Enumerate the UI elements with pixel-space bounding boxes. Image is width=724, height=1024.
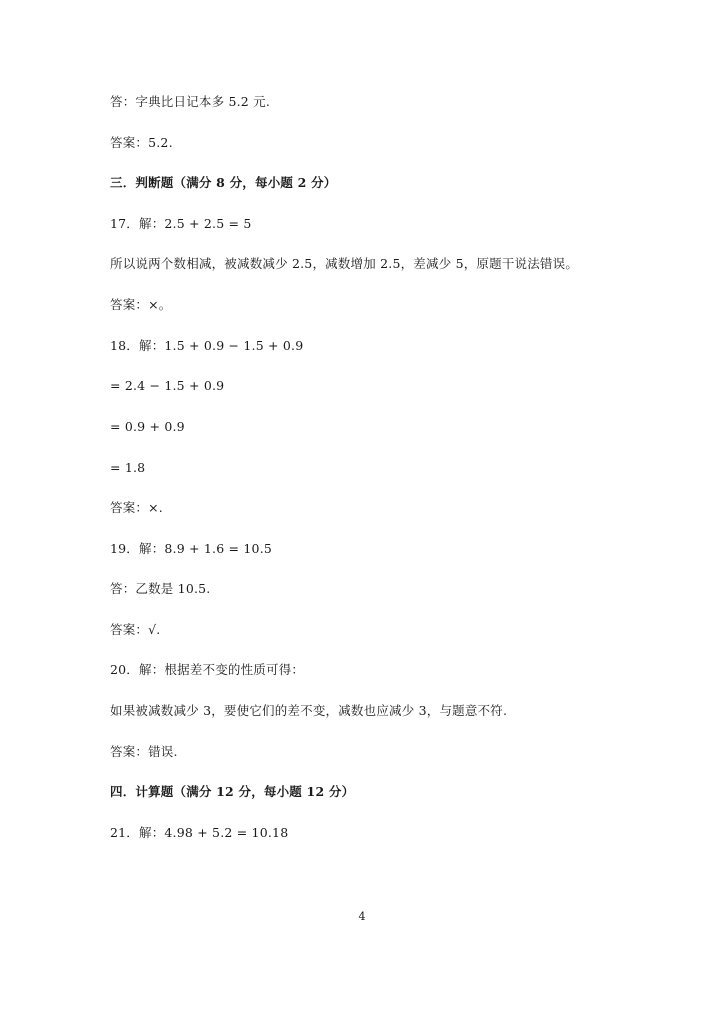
solution-21: 21．解：4.98 + 5.2 = 10.18 bbox=[110, 825, 289, 840]
answer-17: 答案：×。 bbox=[110, 297, 172, 312]
solution-20: 20．解：根据差不变的性质可得： bbox=[110, 662, 305, 677]
solution-18-step-3: = 1.8 bbox=[110, 460, 146, 475]
solution-18: 18．解：1.5 + 0.9 − 1.5 + 0.9 bbox=[110, 338, 304, 353]
answer-20: 答案：错误. bbox=[110, 744, 178, 759]
solution-19-answer: 答：乙数是 10.5. bbox=[110, 581, 211, 596]
solution-17: 17．解：2.5 + 2.5 = 5 bbox=[110, 216, 252, 231]
solution-18-step-1: = 2.4 − 1.5 + 0.9 bbox=[110, 378, 225, 393]
solution-18-step-2: = 0.9 + 0.9 bbox=[110, 419, 185, 434]
page-number: 4 bbox=[358, 910, 366, 923]
solution-17-explanation: 所以说两个数相减，被减数减少 2.5，减数增加 2.5，差减少 5，原题干说法错误。 bbox=[110, 256, 579, 271]
answer-18: 答案：×. bbox=[110, 500, 163, 515]
section-heading-judgement: 三．判断题（满分 8 分，每小题 2 分） bbox=[110, 175, 337, 190]
answer-line-2: 答案：5.2. bbox=[110, 135, 173, 150]
solution-20-explanation: 如果被减数减少 3，要使它们的差不变，减数也应减少 3，与题意不符. bbox=[110, 703, 508, 718]
answer-line-1: 答：字典比日记本多 5.2 元. bbox=[110, 94, 270, 109]
answer-19: 答案：√. bbox=[110, 622, 161, 637]
section-heading-calculation: 四．计算题（满分 12 分，每小题 12 分） bbox=[110, 784, 355, 799]
solution-19: 19．解：8.9 + 1.6 = 10.5 bbox=[110, 541, 273, 556]
